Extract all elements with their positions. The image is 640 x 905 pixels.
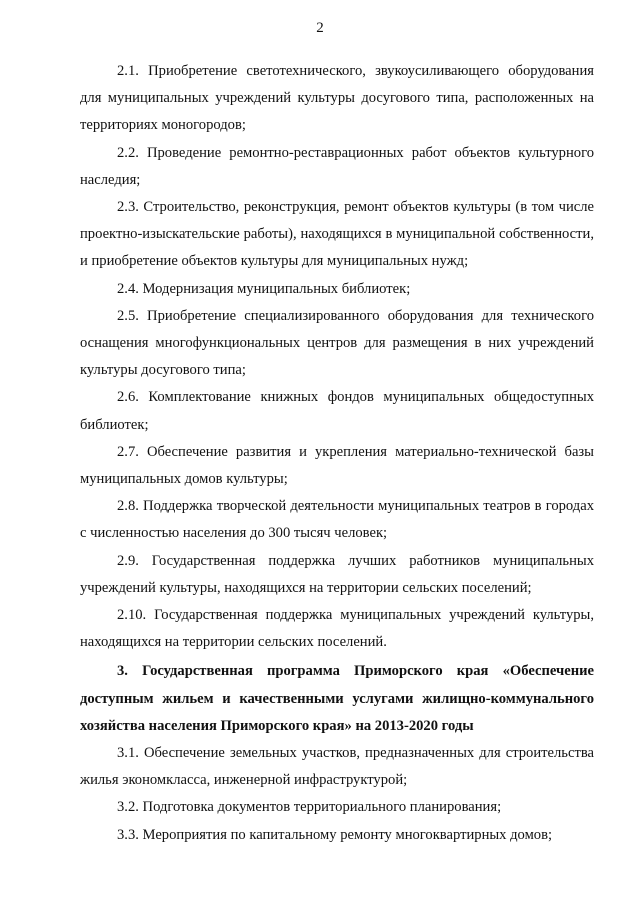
- section-heading-3: 3. Государственная программа Приморского края «Обеспечение доступным жильем и качественными услугами жилищно-коммунального хозяйства населения Приморского края» на 2013-2020 годы: [80, 663, 594, 734]
- paragraph-2-4: 2.4. Модернизация муниципальных библиотек;: [117, 280, 411, 297]
- document-body: [80, 58, 594, 849]
- paragraph-2-7: 2.7. Обеспечение развития и укрепления материально-технической базы муниципальных домов культуры;: [80, 443, 594, 488]
- paragraph-2-1: 2.1. Приобретение светотехнического, звукоусиливающего оборудования для муниципальных учреждений культуры досугового типа, расположенных на территориях моногородов;: [80, 63, 594, 134]
- paragraph-2-3: 2.3. Строительство, реконструкция, ремонт объектов культуры (в том числе проектно-изыскательские работы), находящихся в муниципальной собственности, и приобретение объектов культуры для муниципальных нужд;: [80, 199, 594, 270]
- paragraph-2-5: 2.5. Приобретение специализированного оборудования для технического оснащения многофункциональных центров для размещения в них учреждений культуры досугового типа;: [80, 307, 594, 379]
- paragraph-3-3: 3.3. Мероприятия по капитальному ремонту многоквартирных домов;: [117, 826, 553, 843]
- paragraph-2-8: 2.8. Поддержка творческой деятельности муниципальных театров в городах с численностью населения до 300 тысяч человек;: [80, 498, 594, 542]
- paragraph-2-10: 2.10. Государственная поддержка муниципальных учреждений культуры, находящихся на территории сельских поселений.: [80, 607, 594, 651]
- paragraph-3-2: 3.2. Подготовка документов территориального планирования;: [117, 799, 502, 816]
- paragraph-2-9: 2.9. Государственная поддержка лучших работников муниципальных учреждений культуры, находящихся на территории сельских поселений;: [80, 552, 594, 596]
- paragraph-2-6: 2.6. Комплектование книжных фондов муниципальных общедоступных библиотек;: [80, 389, 594, 433]
- paragraph-3-1: 3.1. Обеспечение земельных участков, предназначенных для строительства жилья экономкласса, инженерной инфраструктурой;: [80, 745, 594, 789]
- page-number: 2: [316, 20, 324, 36]
- paragraph-2-2: 2.2. Проведение ремонтно-реставрационных работ объектов культурного наследия;: [80, 144, 594, 188]
